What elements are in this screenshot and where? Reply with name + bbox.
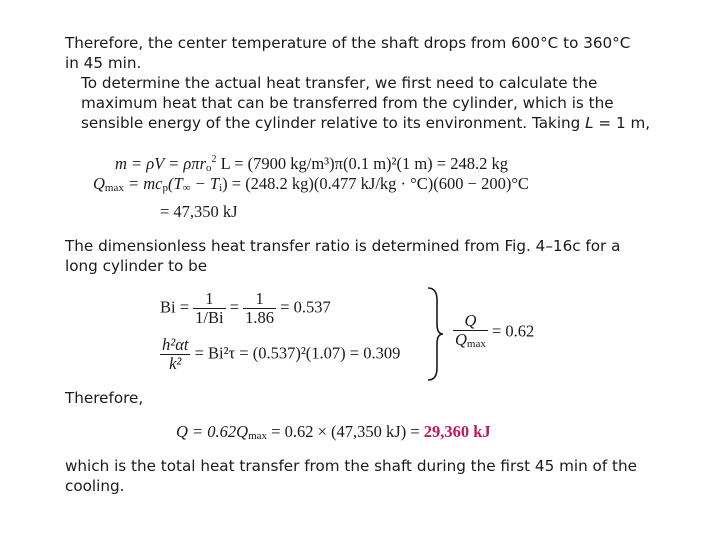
subscript-inf: ∞ (182, 182, 191, 194)
fourier-rest: = Bi²τ = (0.537)²(1.07) = 0.309 (190, 343, 401, 363)
equation-biot (160, 290, 331, 327)
equation-rest: ) = (248.2 kg)(0.477 kJ/kg · °C)(600 − 200)°C (222, 174, 529, 193)
equation-mcp: = mc (123, 174, 163, 193)
equation-lhs: Q = 0.62Q (176, 422, 249, 441)
superscript: 2 (211, 154, 217, 165)
length-symbol: L (585, 114, 594, 132)
biot-label: Bi = (160, 297, 194, 317)
subscript-p: p (162, 182, 168, 194)
paragraph-text-end: = 1 m, (593, 114, 651, 132)
subscript-max: max (248, 430, 268, 442)
equation-q: Q (93, 174, 105, 193)
q-symbol: Q (455, 330, 467, 349)
right-brace (424, 286, 444, 382)
subscript: o (206, 162, 212, 174)
equation-qmax-result: = 47,350 kJ (160, 202, 238, 221)
fraction-numerator: Q (464, 311, 477, 330)
equation-t-i: − T (190, 174, 220, 193)
fraction-1 (193, 290, 225, 327)
paragraph-conclusion: which is the total heat transfer from the shaft during the first 45 min of the cooling. (65, 457, 637, 495)
subscript-max: max (104, 182, 124, 194)
biot-result: = 0.537 (276, 297, 331, 317)
fraction-denominator (453, 330, 488, 353)
fraction-numerator: 1 (255, 289, 264, 308)
fraction-q-qmax (453, 312, 488, 353)
equals: = (225, 297, 244, 317)
equation-qmax (93, 174, 529, 198)
subscript-max: max (466, 338, 486, 350)
cut-off-text-line (70, 497, 210, 503)
fraction-numerator: 1 (205, 289, 214, 308)
equation-q-ratio (453, 312, 534, 353)
equation-t-inf: (T (168, 174, 183, 193)
paragraph-text: To determine the actual heat transfer, we first need to calculate the maximum heat that can be transferred from the cylinder, which is the sensible energy of the cylinder relative to its environment. Taking (81, 74, 614, 132)
paragraph-therefore: Therefore, (65, 389, 144, 407)
fraction-denominator: k² (160, 354, 190, 373)
equation-rest: L = (7900 kg/m³)π(0.1 m)²(1 m) = 248.2 kg (216, 154, 508, 173)
fraction-h2 (160, 336, 190, 373)
equation-fourier (160, 336, 400, 373)
paragraph-center-temperature: Therefore, the center temperature of the shaft drops from 600°C to 360°C in 45 min. (65, 34, 631, 72)
paragraph-actual-heat-transfer (65, 73, 656, 133)
fraction-denominator: 1.86 (245, 308, 275, 327)
ratio-result: = 0.62 (487, 321, 535, 341)
fraction-numerator: h²αt (162, 335, 189, 354)
subscript-i: i (219, 182, 223, 194)
result-highlight: 29,360 kJ (423, 422, 491, 441)
equation-rest: = 0.62 × (47,350 kJ) = (267, 422, 424, 441)
equation-total-heat (176, 422, 491, 446)
fraction-denominator: 1/Bi (195, 308, 224, 327)
fraction-2 (243, 290, 276, 327)
equation-lhs: m = ρV = ρπr (115, 154, 206, 173)
paragraph-dimensionless-ratio: The dimensionless heat transfer ratio is determined from Fig. 4–16c for a long cylinder to be (65, 237, 621, 275)
